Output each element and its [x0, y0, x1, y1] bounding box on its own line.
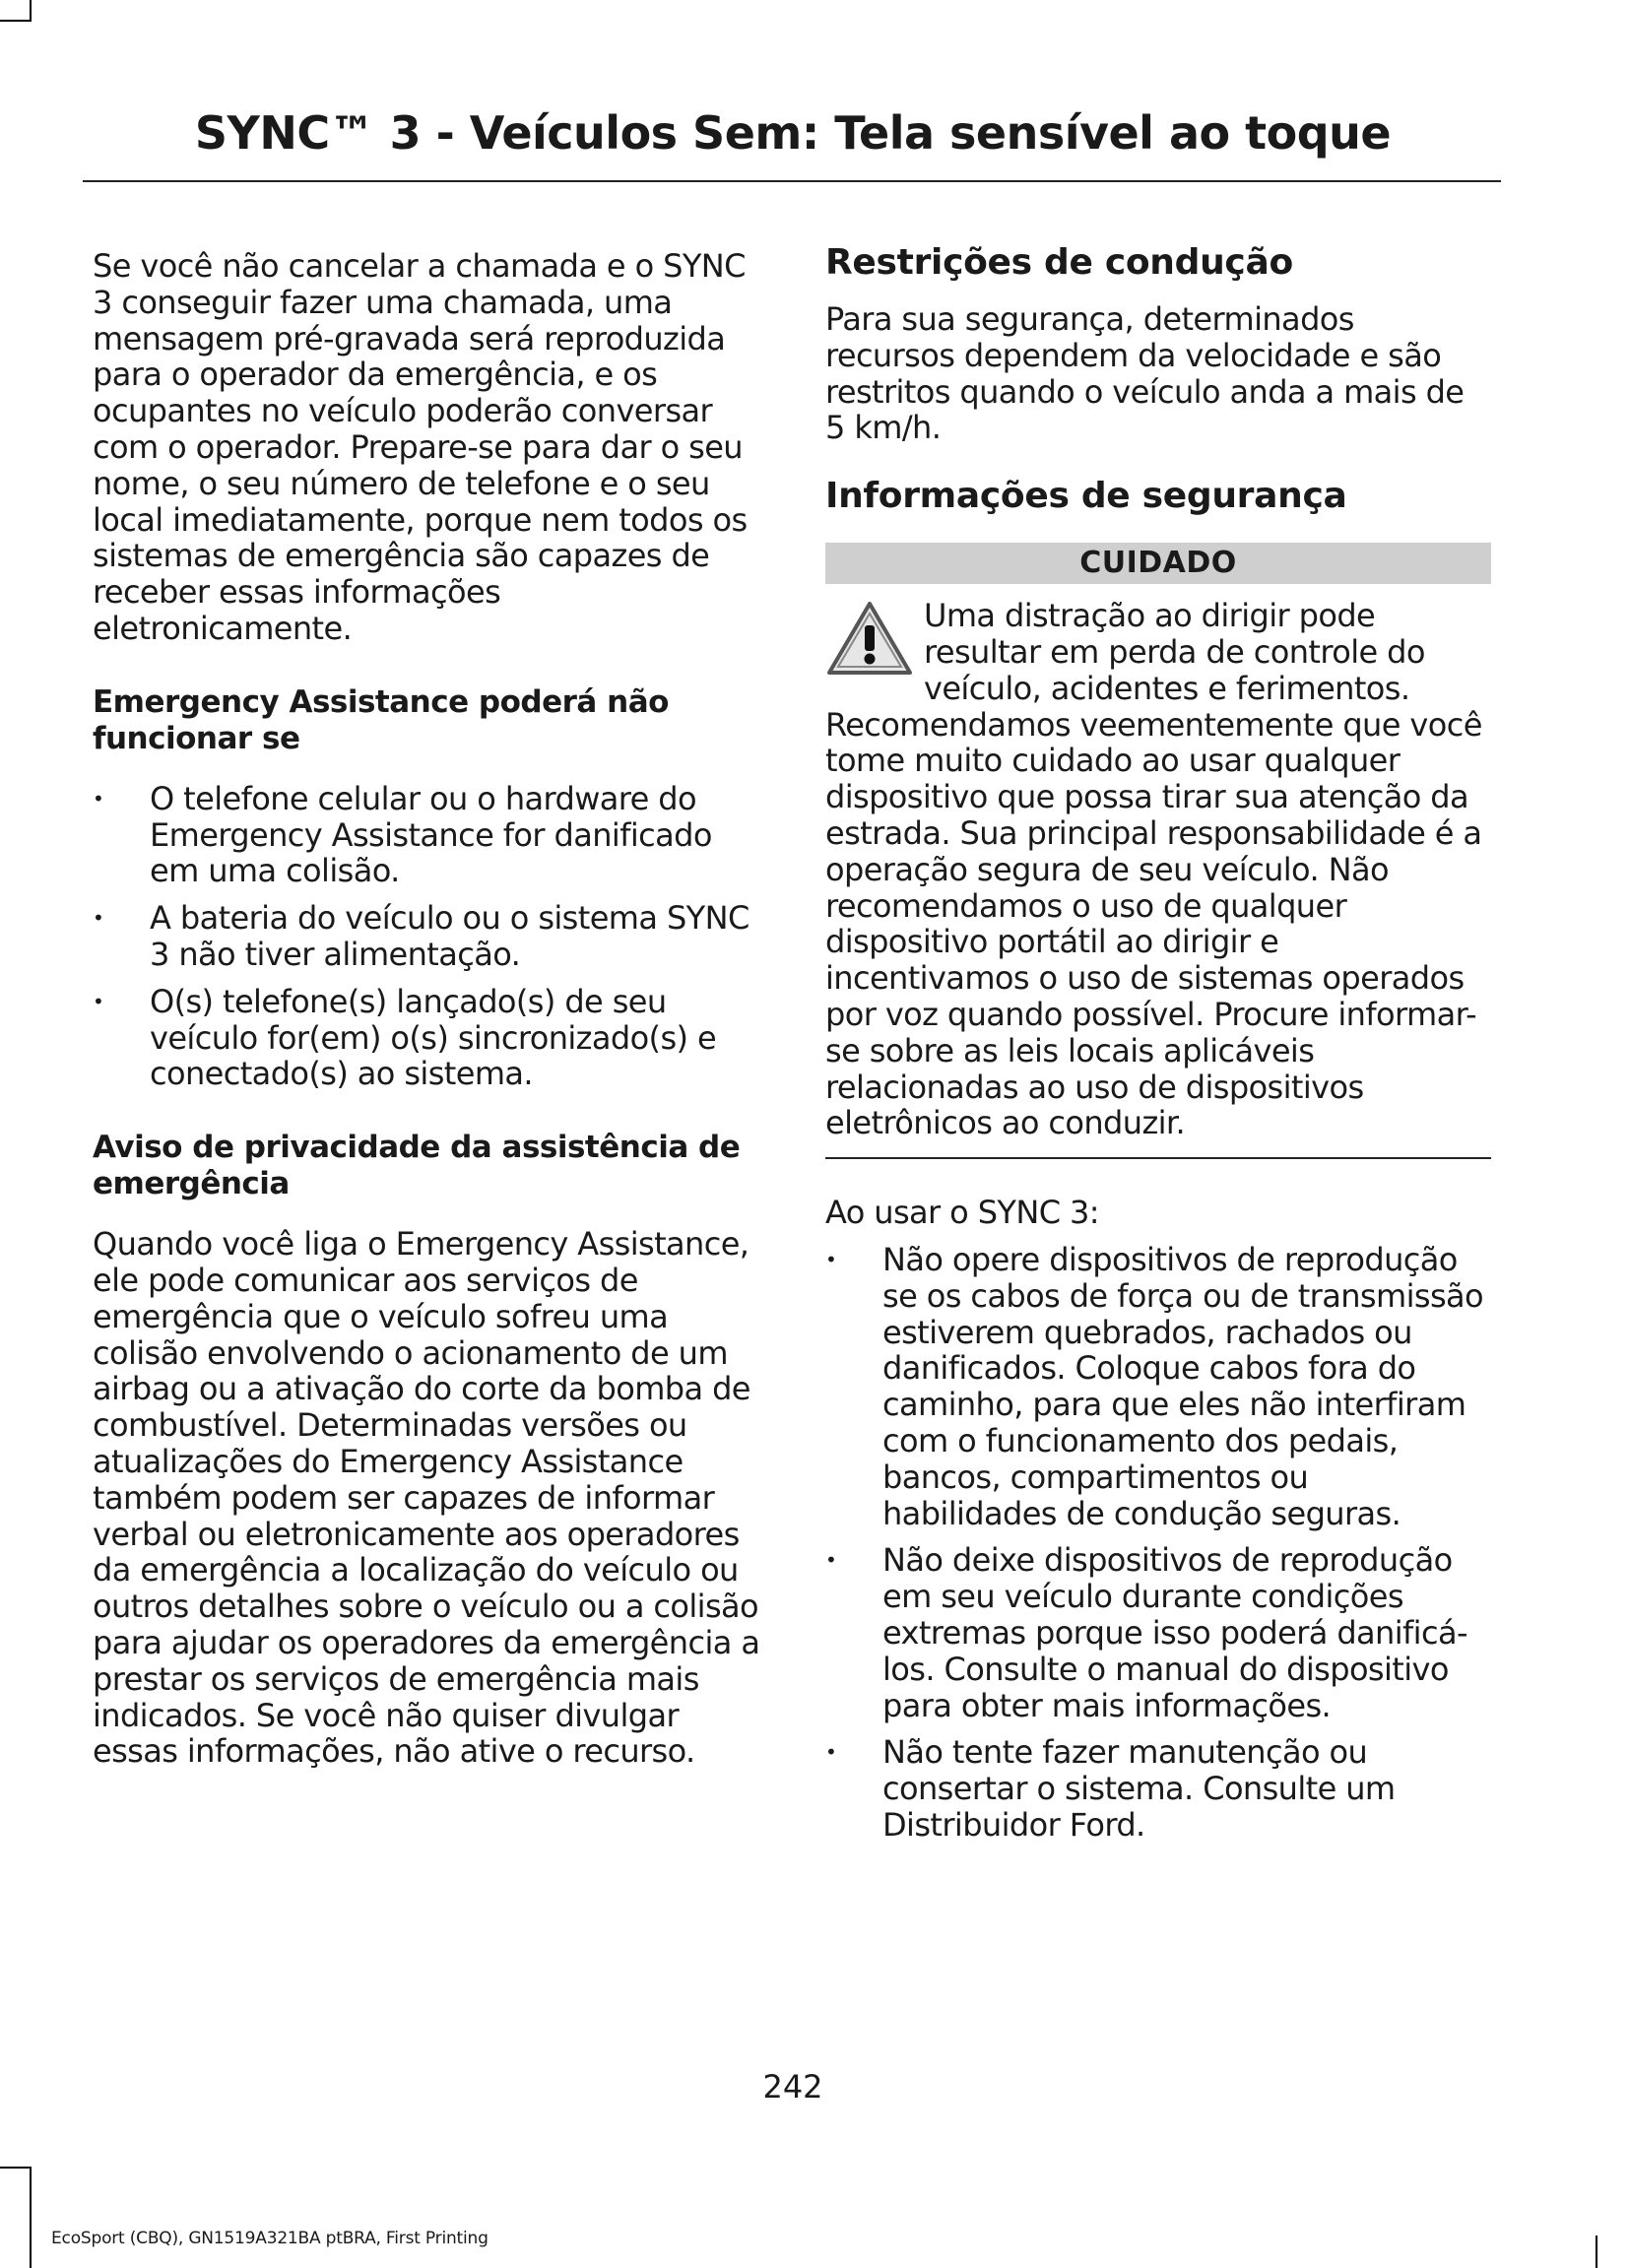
emergency-assistance-list	[93, 781, 762, 1092]
caution-divider	[825, 1157, 1491, 1159]
list-item: • A bateria do veículo ou o sistema SYNC 3 não tiver alimentação.	[93, 900, 762, 973]
left-column	[93, 248, 762, 1770]
list-item: • Não deixe dispositivos de reprodução em seu veículo durante condições extremas porque isso poderá danificá-los. Consulte o manual do dispositivo para obter mais informações.	[825, 1542, 1491, 1723]
right-column	[825, 242, 1491, 1844]
list-item: • O telefone celular ou o hardware do Emergency Assistance for danificado em uma colisão.	[93, 781, 762, 889]
crop-mark-bottom-left-v	[30, 2167, 32, 2268]
driving-restrictions-paragraph: Para sua segurança, determinados recursos dependem da velocidade e são restritos quando o veículo anda a mais de 5 km/h.	[825, 300, 1465, 447]
privacy-notice-heading: Aviso de privacidade da assistência de emergência	[93, 1130, 741, 1202]
page-number: 242	[762, 2068, 823, 2106]
crop-mark-top-left-v	[30, 0, 32, 20]
crop-mark-bottom-left-h	[0, 2167, 32, 2169]
caution-text: Uma distração ao dirigir pode resultar em perda de controle do veículo, acidentes e ferimentos. Recomendamos veementemente que você tome muito cuidado ao usar qualquer dispositivo que possa tirar sua atenção da estrada. Sua principal responsabilidade é a operação segura de seu veículo. Não recomendamos o uso de qualquer dispositivo portátil ao dirigir e incentivamos o uso de sistemas operados por voz quando possível. Procure informar-se sobre as leis locais aplicáveis relacionadas ao uso de dispositivos eletrônicos ao conduzir.	[825, 597, 1482, 1142]
page-title: SYNC™ 3 - Veículos Sem: Tela sensível ao toque	[194, 106, 1392, 160]
caution-box	[825, 598, 1491, 1141]
warning-triangle-icon	[825, 600, 914, 677]
safety-information-heading: Informações de segurança	[825, 476, 1347, 517]
driving-restrictions-heading: Restrições de condução	[825, 242, 1293, 283]
usage-list	[825, 1242, 1491, 1844]
usage-intro: Ao usar o SYNC 3:	[825, 1194, 1099, 1232]
list-item: • Não opere dispositivos de reprodução se os cabos de força ou de transmissão estiverem quebrados, rachados ou danificados. Coloque cabos fora do caminho, para que eles não interfiram com o funcionamento dos pedais, bancos, compartimentos ou habilidades de condução seguras.	[825, 1242, 1491, 1531]
title-divider	[83, 180, 1501, 182]
list-item: • Não tente fazer manutenção ou consertar o sistema. Consulte um Distribuidor Ford.	[825, 1734, 1491, 1843]
caution-label: CUIDADO	[825, 543, 1491, 584]
crop-mark-bottom-right-v	[1596, 2236, 1597, 2268]
list-item: • O(s) telefone(s) lançado(s) de seu veículo for(em) o(s) sincronizado(s) e conectado(s) ao sistema.	[93, 984, 762, 1092]
emergency-assistance-heading: Emergency Assistance poderá não funcionar se	[93, 683, 669, 756]
crop-mark-top-left-h	[0, 20, 32, 22]
privacy-notice-paragraph: Quando você liga o Emergency Assistance, ele pode comunicar aos serviços de emergência que o veículo sofreu uma colisão envolvendo o acionamento de um airbag ou a ativação do corte da bomba de combustível. Determinadas versões ou atualizações do Emergency Assistance também podem ser capazes de informar verbal ou eletronicamente aos operadores da emergência a localização do veículo ou outros detalhes sobre o veículo ou a colisão para ajudar os operadores da emergência a prestar os serviços de emergência mais indicados. Se você não quiser divulgar essas informações, não ative o recurso.	[93, 1225, 760, 1771]
footer-print-info: EcoSport (CBQ), GN1519A321BA ptBRA, First Printing	[51, 2229, 489, 2248]
intro-paragraph: Se você não cancelar a chamada e o SYNC 3 conseguir fazer uma chamada, uma mensagem pré-gravada será reproduzida para o operador da emergência, e os ocupantes no veículo poderão conversar com o operador. Prepare-se para dar o seu nome, o seu número de telefone e o seu local imediatamente, porque nem todos os sistemas de emergência são capazes de receber essas informações eletronicamente.	[93, 247, 748, 647]
